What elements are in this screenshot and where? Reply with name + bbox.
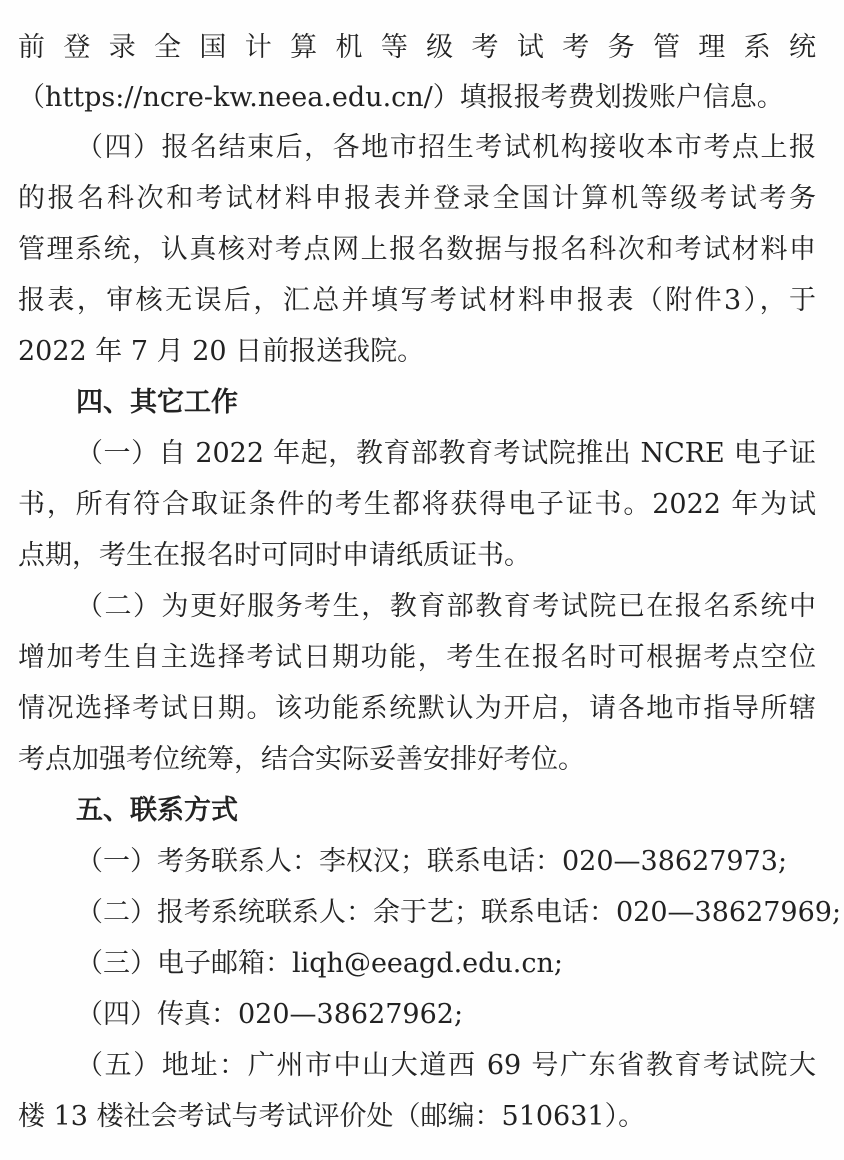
text-line: 管理系统，认真核对考点网上报名数据与报名科次和考试材料申 [18, 234, 816, 265]
text-line: 报表，审核无误后，汇总并填写考试材料申报表（附件3），于 [18, 285, 816, 316]
contact-registration-system: （二）报考系统联系人：余于艺；联系电话：020—38627969; [76, 897, 842, 928]
text-line: 书，所有符合取证条件的考生都将获得电子证书。2022 年为试 [18, 489, 816, 520]
text-line: 情况选择考试日期。该功能系统默认为开启，请各地市指导所辖 [18, 693, 816, 724]
text-line: 增加考生自主选择考试日期功能，考生在报名时可根据考点空位 [18, 642, 816, 673]
text-line: （https://ncre-kw.neea.edu.cn/）填报报考费划拨账户信息。 [18, 82, 784, 113]
paragraph-date-select-start: （二）为更好服务考生，教育部教育考试院已在报名系统中 [76, 591, 816, 622]
text-line: 考点加强考位统筹，结合实际妥善安排好考位。 [18, 744, 585, 775]
contact-fax: （四）传真：020—38627962; [76, 999, 464, 1030]
contact-exam-affairs: （一）考务联系人：李权汉；联系电话：020—38627973; [76, 846, 788, 877]
contact-address: （五）地址：广州市中山大道西 69 号广东省教育考试院大 [76, 1050, 816, 1081]
contact-email: （三）电子邮箱：liqh@eeagd.edu.cn; [76, 948, 563, 979]
section-heading-other-work: 四、其它工作 [76, 387, 238, 418]
contact-address-cont: 楼 13 楼社会考试与考试评价处（邮编：510631）。 [18, 1101, 646, 1132]
text-line: 2022 年 7 月 20 日前报送我院。 [18, 336, 425, 367]
paragraph-4-start: （四）报名结束后，各地市招生考试机构接收本市考点上报 [76, 132, 816, 163]
text-line: 点期，考生在报名时可同时申请纸质证书。 [18, 540, 531, 571]
section-heading-contact: 五、联系方式 [76, 795, 238, 826]
text-line: 前登录全国计算机等级考试考务管理系统 [18, 32, 816, 63]
text-line: 的报名科次和考试材料申报表并登录全国计算机等级考试考务 [18, 183, 816, 214]
paragraph-ecert-start: （一）自 2022 年起，教育部教育考试院推出 NCRE 电子证 [76, 438, 816, 469]
